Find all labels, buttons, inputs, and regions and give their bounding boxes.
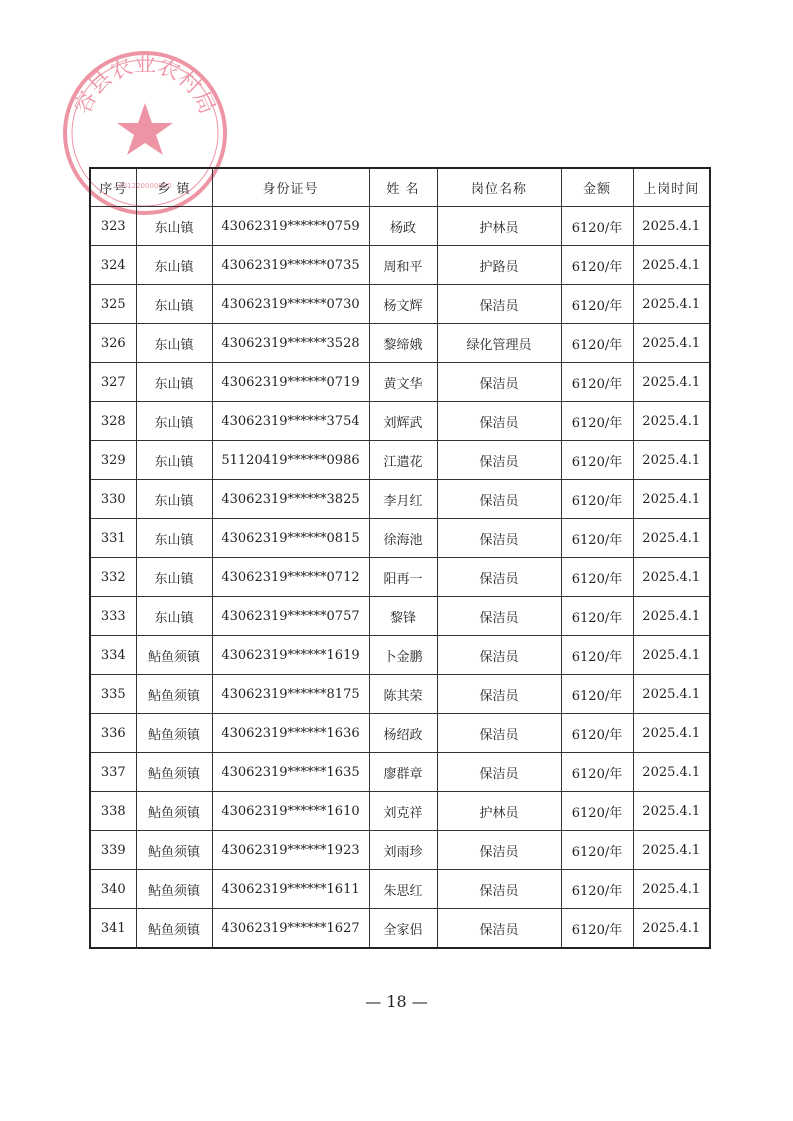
cell-start-date: 2025.4.1 <box>633 870 710 909</box>
cell-index: 341 <box>90 909 136 949</box>
cell-index: 324 <box>90 246 136 285</box>
table-row <box>90 909 710 949</box>
cell-position: 保洁员 <box>437 285 561 324</box>
cell-start-date: 2025.4.1 <box>633 246 710 285</box>
cell-amount: 6120/年 <box>561 714 633 753</box>
cell-start-date: 2025.4.1 <box>633 441 710 480</box>
cell-start-date: 2025.4.1 <box>633 753 710 792</box>
header-position: 岗位名称 <box>437 168 561 207</box>
cell-amount: 6120/年 <box>561 207 633 246</box>
cell-id-number: 43062319******0712 <box>212 558 369 597</box>
cell-position: 保洁员 <box>437 714 561 753</box>
cell-name: 陈其荣 <box>369 675 437 714</box>
cell-position: 绿化管理员 <box>437 324 561 363</box>
cell-start-date: 2025.4.1 <box>633 324 710 363</box>
cell-amount: 6120/年 <box>561 519 633 558</box>
cell-town: 东山镇 <box>136 246 212 285</box>
cell-id-number: 43062319******1636 <box>212 714 369 753</box>
table-row <box>90 207 710 246</box>
cell-name: 杨文辉 <box>369 285 437 324</box>
cell-start-date: 2025.4.1 <box>633 597 710 636</box>
cell-amount: 6120/年 <box>561 636 633 675</box>
cell-id-number: 43062319******1635 <box>212 753 369 792</box>
header-name: 姓 名 <box>369 168 437 207</box>
cell-name: 杨政 <box>369 207 437 246</box>
cell-name: 李月红 <box>369 480 437 519</box>
cell-town: 鲇鱼须镇 <box>136 636 212 675</box>
cell-town: 东山镇 <box>136 519 212 558</box>
cell-amount: 6120/年 <box>561 402 633 441</box>
cell-position: 保洁员 <box>437 831 561 870</box>
cell-id-number: 43062319******0757 <box>212 597 369 636</box>
cell-town: 鲇鱼须镇 <box>136 792 212 831</box>
cell-name: 刘雨珍 <box>369 831 437 870</box>
cell-start-date: 2025.4.1 <box>633 363 710 402</box>
cell-town: 鲇鱼须镇 <box>136 714 212 753</box>
svg-text:431220000000: 431220000000 <box>118 182 172 190</box>
cell-index: 340 <box>90 870 136 909</box>
cell-index: 325 <box>90 285 136 324</box>
cell-id-number: 43062319******1610 <box>212 792 369 831</box>
table-row <box>90 831 710 870</box>
header-town: 乡 镇 <box>136 168 212 207</box>
header-id-number: 身份证号 <box>212 168 369 207</box>
cell-name: 黄文华 <box>369 363 437 402</box>
cell-town: 东山镇 <box>136 324 212 363</box>
cell-position: 保洁员 <box>437 909 561 949</box>
cell-amount: 6120/年 <box>561 441 633 480</box>
cell-amount: 6120/年 <box>561 909 633 949</box>
cell-town: 东山镇 <box>136 441 212 480</box>
staff-table <box>89 167 711 949</box>
cell-town: 东山镇 <box>136 285 212 324</box>
cell-index: 339 <box>90 831 136 870</box>
cell-position: 护林员 <box>437 792 561 831</box>
cell-start-date: 2025.4.1 <box>633 480 710 519</box>
cell-id-number: 43062319******3825 <box>212 480 369 519</box>
cell-town: 鲇鱼须镇 <box>136 675 212 714</box>
cell-id-number: 43062319******1627 <box>212 909 369 949</box>
cell-name: 周和平 <box>369 246 437 285</box>
cell-amount: 6120/年 <box>561 597 633 636</box>
cell-index: 332 <box>90 558 136 597</box>
cell-start-date: 2025.4.1 <box>633 285 710 324</box>
cell-id-number: 43062319******1923 <box>212 831 369 870</box>
cell-town: 鲇鱼须镇 <box>136 753 212 792</box>
table-row <box>90 285 710 324</box>
cell-start-date: 2025.4.1 <box>633 519 710 558</box>
table-row <box>90 792 710 831</box>
cell-amount: 6120/年 <box>561 246 633 285</box>
cell-position: 保洁员 <box>437 363 561 402</box>
table-row <box>90 441 710 480</box>
header-index: 序号 <box>90 168 136 207</box>
cell-name: 黎锋 <box>369 597 437 636</box>
cell-town: 东山镇 <box>136 402 212 441</box>
table-row <box>90 597 710 636</box>
cell-id-number: 43062319******1619 <box>212 636 369 675</box>
cell-name: 廖群章 <box>369 753 437 792</box>
star-icon <box>117 103 173 155</box>
cell-id-number: 43062319******3754 <box>212 402 369 441</box>
cell-amount: 6120/年 <box>561 831 633 870</box>
cell-name: 阳再一 <box>369 558 437 597</box>
cell-amount: 6120/年 <box>561 753 633 792</box>
cell-id-number: 43062319******8175 <box>212 675 369 714</box>
cell-position: 保洁员 <box>437 870 561 909</box>
cell-start-date: 2025.4.1 <box>633 636 710 675</box>
cell-index: 337 <box>90 753 136 792</box>
table-row <box>90 480 710 519</box>
cell-name: 刘克祥 <box>369 792 437 831</box>
cell-name: 黎缔娥 <box>369 324 437 363</box>
table-row <box>90 363 710 402</box>
table-row <box>90 519 710 558</box>
cell-position: 保洁员 <box>437 519 561 558</box>
cell-index: 336 <box>90 714 136 753</box>
cell-id-number: 43062319******3528 <box>212 324 369 363</box>
table-row <box>90 636 710 675</box>
table-row <box>90 246 710 285</box>
cell-start-date: 2025.4.1 <box>633 402 710 441</box>
cell-position: 保洁员 <box>437 753 561 792</box>
cell-index: 335 <box>90 675 136 714</box>
page-number: — 18 — <box>365 992 428 1011</box>
cell-position: 保洁员 <box>437 675 561 714</box>
table-row <box>90 324 710 363</box>
cell-index: 331 <box>90 519 136 558</box>
table-row <box>90 558 710 597</box>
cell-position: 保洁员 <box>437 480 561 519</box>
cell-town: 东山镇 <box>136 363 212 402</box>
cell-id-number: 43062319******0815 <box>212 519 369 558</box>
cell-town: 鲇鱼须镇 <box>136 870 212 909</box>
cell-index: 329 <box>90 441 136 480</box>
cell-start-date: 2025.4.1 <box>633 831 710 870</box>
cell-id-number: 43062319******1611 <box>212 870 369 909</box>
cell-name: 杨绍政 <box>369 714 437 753</box>
cell-amount: 6120/年 <box>561 363 633 402</box>
cell-index: 327 <box>90 363 136 402</box>
table-row <box>90 753 710 792</box>
cell-position: 保洁员 <box>437 558 561 597</box>
cell-name: 刘辉武 <box>369 402 437 441</box>
svg-text:容县农业农村局: 容县农业农村局 <box>70 52 220 118</box>
cell-index: 328 <box>90 402 136 441</box>
cell-town: 鲇鱼须镇 <box>136 909 212 949</box>
cell-name: 江遣花 <box>369 441 437 480</box>
cell-name: 卜金鹏 <box>369 636 437 675</box>
cell-name: 全家侣 <box>369 909 437 949</box>
cell-position: 保洁员 <box>437 597 561 636</box>
cell-position: 保洁员 <box>437 441 561 480</box>
cell-id-number: 43062319******0759 <box>212 207 369 246</box>
cell-position: 护路员 <box>437 246 561 285</box>
table-row <box>90 402 710 441</box>
header-start-date: 上岗时间 <box>633 168 710 207</box>
cell-town: 鲇鱼须镇 <box>136 831 212 870</box>
cell-name: 徐海池 <box>369 519 437 558</box>
header-amount: 金额 <box>561 168 633 207</box>
cell-amount: 6120/年 <box>561 480 633 519</box>
cell-amount: 6120/年 <box>561 792 633 831</box>
table-header-row <box>90 168 710 207</box>
cell-amount: 6120/年 <box>561 285 633 324</box>
cell-amount: 6120/年 <box>561 870 633 909</box>
cell-index: 326 <box>90 324 136 363</box>
cell-name: 朱思红 <box>369 870 437 909</box>
cell-amount: 6120/年 <box>561 558 633 597</box>
cell-index: 323 <box>90 207 136 246</box>
cell-id-number: 43062319******0719 <box>212 363 369 402</box>
cell-amount: 6120/年 <box>561 324 633 363</box>
cell-index: 338 <box>90 792 136 831</box>
cell-index: 334 <box>90 636 136 675</box>
cell-id-number: 51120419******0986 <box>212 441 369 480</box>
cell-start-date: 2025.4.1 <box>633 909 710 949</box>
cell-town: 东山镇 <box>136 207 212 246</box>
cell-amount: 6120/年 <box>561 675 633 714</box>
cell-id-number: 43062319******0735 <box>212 246 369 285</box>
table-row <box>90 714 710 753</box>
cell-start-date: 2025.4.1 <box>633 792 710 831</box>
cell-position: 护林员 <box>437 207 561 246</box>
table-row <box>90 870 710 909</box>
cell-index: 330 <box>90 480 136 519</box>
table-body <box>90 207 710 949</box>
cell-position: 保洁员 <box>437 636 561 675</box>
cell-town: 东山镇 <box>136 558 212 597</box>
cell-start-date: 2025.4.1 <box>633 675 710 714</box>
cell-town: 东山镇 <box>136 597 212 636</box>
cell-start-date: 2025.4.1 <box>633 207 710 246</box>
cell-town: 东山镇 <box>136 480 212 519</box>
cell-id-number: 43062319******0730 <box>212 285 369 324</box>
cell-start-date: 2025.4.1 <box>633 558 710 597</box>
cell-position: 保洁员 <box>437 402 561 441</box>
cell-start-date: 2025.4.1 <box>633 714 710 753</box>
cell-index: 333 <box>90 597 136 636</box>
table-row <box>90 675 710 714</box>
